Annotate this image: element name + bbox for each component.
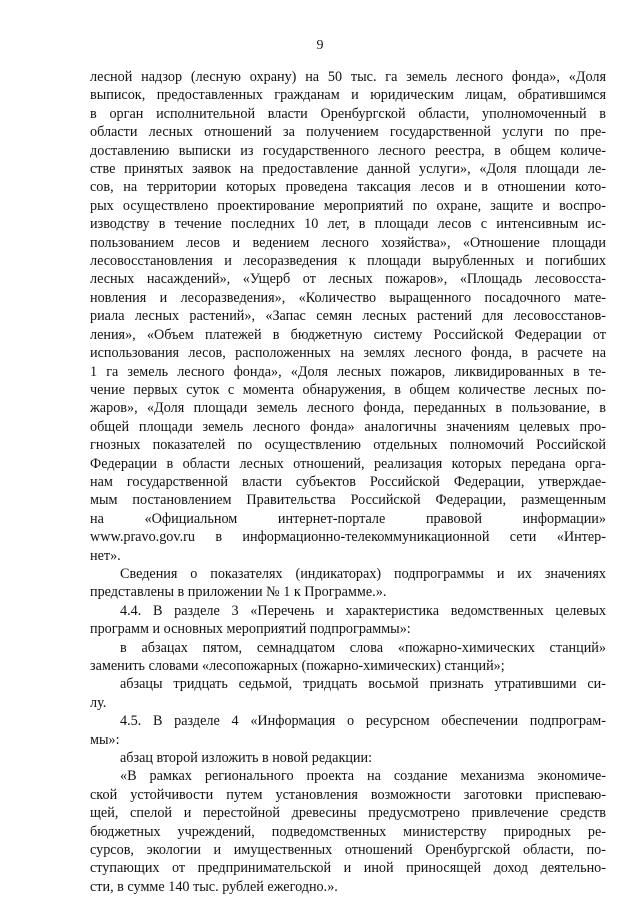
text-line: стве принятых заявок на предоставление данной услуги», «Доля площади ле- [90, 161, 606, 178]
text-line: ступающих от предпринимательской и иной приносящей доход деятельно- [90, 860, 606, 877]
text-line: 4.5. В разделе 4 «Информация о ресурсном обеспечении подпрограм- [120, 713, 606, 730]
document-body [90, 68, 606, 896]
paragraph [90, 675, 606, 712]
text-line: в орган исполнительной власти Оренбургской области, уполномоченный в [90, 105, 606, 122]
text-line: «В рамках регионального проекта на создание механизма экономиче- [120, 768, 606, 785]
text-line: заменить словами «лесопожарных (пожарно-химических) станций»; [90, 658, 505, 674]
paragraph [90, 68, 606, 565]
text-line: сов, на территории которых проведена таксация лесов и в отношении кото- [90, 179, 606, 196]
text-line: изводству в течение последних 10 лет, в площади лесов с интенсивным ис- [90, 216, 606, 233]
text-line: мы»: [90, 731, 120, 748]
text-line: бюджетных учреждений, подведомственных министерству природных ре- [90, 823, 606, 840]
text-line: ления», «Объем платежей в бюджетную систему Российской Федерации от [90, 326, 606, 343]
text-line: 4.4. В разделе 3 «Перечень и характеристика ведомственных целевых [120, 602, 606, 619]
text-line: гнозных показателей по осуществлению отдельных полномочий Российской [90, 437, 606, 454]
text-line: Сведения о показателях (индикаторах) подпрограммы и их значениях [120, 565, 606, 582]
text-line: программ и основных мероприятий подпрограммы»: [90, 621, 411, 638]
text-line: ской устойчивости путем установления возможности заготовки приспеваю- [90, 786, 606, 803]
text-line: чение первых суток с момента обнаружения, в общем количестве лесных по- [90, 381, 606, 398]
text-line: лесной надзор (лесную охрану) на 50 тыс. га земель лесного фонда», «Доля [90, 69, 606, 85]
page-number: 9 [316, 38, 324, 53]
text-line: нам государственной власти субъектов Российской Федерации, утверждае- [90, 473, 606, 490]
text-line: использования лесов, расположенных на землях лесного фонда, в расчете на [90, 345, 606, 362]
paragraph [90, 749, 606, 767]
text-line: щей, спелой и перестойной древесины предусмотрено привлечение средств [90, 805, 606, 822]
text-line: лесовосстановления и лесоразведения к площади вырубленных и погибших [90, 253, 606, 270]
paragraph [90, 767, 606, 896]
text-line: сурсов, экологии и имущественных отношений Оренбургской области, по- [90, 842, 606, 859]
paragraph [90, 639, 606, 676]
text-line: новления и лесоразведения», «Количество выращенного посадочного мате- [90, 289, 606, 306]
text-line: жаров», «Доля площади земель лесного фонда, переданных в пользование, в [90, 400, 606, 417]
text-line: риала лесных растений», «Запас семян лесных растений для лесовосстанов- [90, 308, 606, 325]
text-line: абзацы тридцать седьмой, тридцать восьмой признать утратившими си- [120, 676, 606, 693]
text-line: www.pravo.gov.ru в информационно-телекоммуникационной сети «Интер- [90, 529, 606, 546]
text-line: абзац второй изложить в новой редакции: [120, 750, 373, 767]
paragraph [90, 712, 606, 749]
text-line: мым постановлением Правительства Российской Федерации, размещенным [90, 492, 606, 509]
text-line: лесных насаждений», «Ущерб от лесных пожаров», «Площадь лесовосста- [90, 271, 606, 288]
text-line: на «Официальном интернет-портале правовой информации» [90, 510, 606, 527]
text-line: Федерации в области лесных отношений, реализация которых передана орга- [90, 455, 606, 472]
text-line: выписок, предоставленных гражданам и юридическим лицам, обратившимся [90, 87, 606, 104]
text-line: лу. [90, 694, 107, 711]
text-line: нет». [90, 547, 121, 564]
text-line: общей площади земель лесного фонда» аналогичны значениям целевых про- [90, 418, 606, 435]
paragraph [90, 565, 606, 602]
text-line: сти, в сумме 140 тыс. рублей ежегодно.». [90, 878, 338, 895]
text-line: пользованием лесов и ведением лесного хозяйства», «Отношение площади [90, 234, 606, 251]
text-line: доставлению выписки из государственного лесного реестра, в общем количе- [90, 142, 606, 159]
paragraph [90, 602, 606, 639]
text-line: в абзацах пятом, семнадцатом слова «пожарно-химических станций» [120, 639, 606, 656]
text-line: представлены в приложении № 1 к Программе.». [90, 584, 387, 601]
text-line: области лесных отношений за получением государственной услуги по пре- [90, 124, 606, 141]
text-line: рых осуществлено проектирование мероприятий по охране, защите и воспро- [90, 197, 606, 214]
text-line: 1 га земель лесного фонда», «Доля лесных пожаров, ликвидированных в те- [90, 363, 606, 380]
